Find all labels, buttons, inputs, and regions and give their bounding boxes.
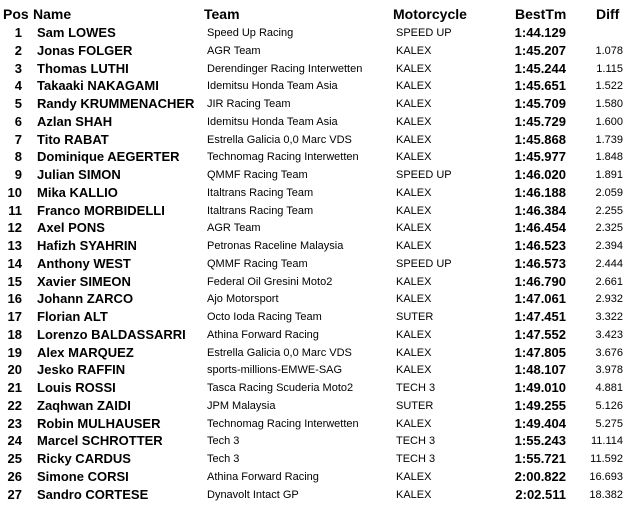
best-time: 1:49.010 — [514, 380, 566, 395]
header-besttime: BestTm — [515, 6, 567, 22]
team-name: Dynavolt Intact GP — [207, 488, 299, 501]
position: 19 — [7, 344, 22, 360]
position: 25 — [7, 451, 22, 466]
time-diff: 3.423 — [595, 328, 623, 341]
motorcycle: SUTER — [396, 311, 434, 323]
position: 16 — [7, 291, 22, 307]
rider-name: Louis ROSSI — [37, 380, 116, 395]
table-row — [0, 397, 630, 415]
rider-name: Sandro CORTESE — [37, 486, 149, 502]
rider-name: Anthony WEST — [37, 255, 131, 271]
team-name: Petronas Raceline Malaysia — [207, 240, 344, 252]
team-name: QMMF Racing Team — [207, 169, 308, 181]
best-time: 1:45.244 — [514, 60, 566, 76]
best-time: 2:00.822 — [514, 468, 566, 484]
table-row — [0, 468, 630, 486]
best-time: 1:49.404 — [514, 415, 566, 431]
position: 11 — [8, 202, 22, 218]
time-diff: 11.592 — [590, 453, 623, 465]
motorcycle: KALEX — [396, 80, 432, 93]
motorcycle: KALEX — [396, 470, 432, 483]
best-time: 1:45.709 — [514, 96, 566, 111]
position: 1 — [14, 25, 22, 40]
position: 8 — [14, 149, 22, 165]
rider-name: Julian SIMON — [37, 167, 121, 182]
position: 26 — [7, 468, 22, 484]
position: 21 — [7, 380, 22, 395]
position: 10 — [7, 184, 22, 200]
position: 18 — [7, 326, 22, 342]
motorcycle: SPEED UP — [396, 257, 452, 270]
best-time: 1:45.729 — [514, 113, 566, 129]
team-name: AGR Team — [207, 222, 261, 235]
team-name: Speed Up Racing — [207, 27, 294, 39]
results-header — [0, 6, 630, 24]
time-diff: 2.932 — [595, 293, 623, 306]
motorcycle: SPEED UP — [396, 169, 452, 181]
time-diff: 1.739 — [595, 133, 623, 146]
table-row — [0, 450, 630, 468]
best-time: 1:47.805 — [514, 344, 566, 360]
team-name: Federal Oil Gresini Moto2 — [207, 275, 333, 288]
rider-name: Thomas LUTHI — [37, 60, 129, 76]
motorcycle: KALEX — [396, 417, 432, 430]
best-time: 1:49.255 — [514, 397, 566, 413]
best-time: 1:48.107 — [514, 362, 566, 378]
rider-name: Franco MORBIDELLI — [37, 202, 165, 218]
time-diff: 2.661 — [595, 275, 623, 288]
table-row — [0, 184, 630, 202]
table-row — [0, 290, 630, 308]
rider-name: Dominique AEGERTER — [37, 149, 180, 165]
motorcycle: KALEX — [396, 44, 432, 57]
motorcycle: TECH 3 — [396, 435, 436, 448]
motorcycle: KALEX — [396, 293, 432, 306]
best-time: 1:46.790 — [514, 273, 566, 289]
position: 9 — [14, 167, 22, 182]
position: 7 — [14, 131, 22, 147]
time-diff: 1.115 — [596, 62, 623, 75]
best-time: 1:55.721 — [514, 451, 566, 466]
rider-name: Hafizh SYAHRIN — [37, 238, 137, 253]
table-row — [0, 113, 630, 131]
rider-name: Simone CORSI — [37, 468, 129, 484]
position: 13 — [7, 238, 22, 253]
table-row — [0, 308, 630, 326]
team-name: Derendinger Racing Interwetten — [207, 62, 363, 75]
header-pos: Pos — [3, 6, 29, 22]
position: 6 — [14, 113, 22, 129]
time-diff: 5.275 — [595, 417, 623, 430]
motorcycle: TECH 3 — [396, 453, 436, 465]
best-time: 1:46.523 — [514, 238, 566, 253]
rider-name: Marcel SCHROTTER — [37, 433, 163, 449]
motorcycle: KALEX — [396, 346, 432, 359]
time-diff: 1.600 — [595, 115, 623, 128]
table-row — [0, 131, 630, 149]
header-diff: Diff — [596, 6, 620, 22]
team-name: Athina Forward Racing — [207, 470, 319, 483]
table-row — [0, 219, 630, 237]
team-name: Estrella Galicia 0,0 Marc VDS — [207, 346, 352, 359]
motorcycle: KALEX — [396, 240, 432, 252]
time-diff: 2.325 — [595, 222, 623, 235]
rider-name: Zaqhwan ZAIDI — [37, 397, 131, 413]
team-name: Italtrans Racing Team — [207, 186, 314, 199]
time-diff: 2.444 — [595, 257, 623, 270]
header-team: Team — [204, 6, 240, 22]
team-name: sports-millions-EMWE-SAG — [207, 364, 343, 377]
header-name: Name — [33, 6, 72, 22]
time-diff: 2.394 — [595, 240, 623, 252]
team-name: Technomag Racing Interwetten — [207, 151, 359, 164]
time-diff: 18.382 — [589, 488, 623, 501]
table-row — [0, 326, 630, 344]
table-row — [0, 42, 630, 60]
rider-name: Sam LOWES — [37, 25, 116, 40]
motorcycle: KALEX — [396, 186, 432, 199]
rider-name: Mika KALLIO — [37, 184, 118, 200]
team-name: Tech 3 — [207, 453, 240, 465]
team-name: Tasca Racing Scuderia Moto2 — [207, 382, 354, 394]
table-row — [0, 486, 630, 504]
motorcycle: KALEX — [396, 275, 432, 288]
table-row — [0, 415, 630, 433]
rider-name: Azlan SHAH — [37, 113, 113, 129]
motorcycle: KALEX — [396, 133, 432, 146]
motorcycle: KALEX — [396, 62, 432, 75]
table-row — [0, 166, 630, 184]
table-row — [0, 344, 630, 362]
team-name: Technomag Racing Interwetten — [207, 417, 359, 430]
team-name: Athina Forward Racing — [207, 328, 319, 341]
results-table — [0, 24, 630, 503]
team-name: Tech 3 — [207, 435, 240, 448]
team-name: Estrella Galicia 0,0 Marc VDS — [207, 133, 352, 146]
time-diff: 16.693 — [589, 470, 623, 483]
team-name: Octo Ioda Racing Team — [207, 311, 322, 323]
position: 14 — [7, 255, 22, 271]
position: 27 — [7, 486, 22, 502]
table-row — [0, 432, 630, 450]
rider-name: Robin MULHAUSER — [37, 415, 161, 431]
rider-name: Tito RABAT — [37, 131, 109, 147]
rider-name: Jonas FOLGER — [37, 42, 133, 58]
time-diff: 3.322 — [595, 311, 623, 323]
position: 22 — [7, 397, 22, 413]
time-diff: 3.676 — [595, 346, 623, 359]
table-row — [0, 148, 630, 166]
time-diff: 2.255 — [595, 204, 623, 217]
best-time: 1:47.061 — [514, 291, 566, 307]
time-diff: 3.978 — [595, 364, 623, 377]
motorcycle: KALEX — [396, 328, 432, 341]
best-time: 1:46.384 — [514, 202, 566, 218]
time-diff: 1.848 — [595, 151, 623, 164]
time-diff: 5.126 — [595, 399, 623, 412]
motorcycle: KALEX — [396, 222, 432, 235]
motorcycle: SUTER — [396, 399, 434, 412]
motorcycle: KALEX — [396, 488, 432, 501]
table-row — [0, 273, 630, 291]
time-diff: 1.580 — [595, 98, 623, 110]
position: 20 — [7, 362, 22, 378]
team-name: JIR Racing Team — [207, 98, 291, 110]
best-time: 1:55.243 — [514, 433, 566, 449]
best-time: 1:47.552 — [514, 326, 566, 342]
time-diff: 1.078 — [595, 44, 623, 57]
team-name: AGR Team — [207, 44, 261, 57]
position: 24 — [7, 433, 22, 449]
team-name: Ajo Motorsport — [207, 293, 279, 306]
position: 3 — [14, 60, 22, 76]
best-time: 1:46.573 — [514, 255, 566, 271]
team-name: Idemitsu Honda Team Asia — [207, 115, 338, 128]
time-diff: 4.881 — [595, 382, 623, 394]
motorcycle: SPEED UP — [396, 27, 452, 39]
rider-name: Johann ZARCO — [37, 291, 134, 307]
team-name: Idemitsu Honda Team Asia — [207, 80, 338, 93]
best-time: 1:47.451 — [514, 309, 566, 324]
table-row — [0, 379, 630, 397]
best-time: 1:46.454 — [514, 220, 566, 236]
rider-name: Randy KRUMMENACHER — [37, 96, 195, 111]
rider-name: Jesko RAFFIN — [37, 362, 126, 378]
best-time: 1:46.020 — [514, 167, 566, 182]
best-time: 1:45.868 — [514, 131, 566, 147]
position: 23 — [7, 415, 22, 431]
table-row — [0, 24, 630, 42]
best-time: 1:45.651 — [514, 78, 566, 94]
position: 2 — [14, 42, 22, 58]
team-name: Italtrans Racing Team — [207, 204, 314, 217]
table-row — [0, 361, 630, 379]
motorcycle: KALEX — [396, 204, 432, 217]
table-row — [0, 237, 630, 255]
team-name: JPM Malaysia — [207, 399, 276, 412]
position: 15 — [7, 273, 22, 289]
table-row — [0, 60, 630, 78]
motorcycle: KALEX — [396, 364, 432, 377]
team-name: QMMF Racing Team — [207, 257, 308, 270]
header-motorcycle: Motorcycle — [393, 6, 467, 22]
table-row — [0, 255, 630, 273]
position: 17 — [7, 309, 22, 324]
motorcycle: KALEX — [396, 115, 432, 128]
table-row — [0, 77, 630, 95]
best-time: 1:44.129 — [514, 25, 566, 40]
rider-name: Takaaki NAKAGAMI — [37, 78, 159, 94]
best-time: 1:45.977 — [514, 149, 566, 165]
rider-name: Axel PONS — [37, 220, 105, 236]
best-time: 2:02.511 — [515, 486, 566, 502]
time-diff: 11.114 — [590, 435, 623, 448]
best-time: 1:46.188 — [514, 184, 566, 200]
rider-name: Ricky CARDUS — [37, 451, 131, 466]
position: 4 — [14, 78, 22, 94]
rider-name: Alex MARQUEZ — [37, 344, 134, 360]
motorcycle: TECH 3 — [396, 382, 436, 394]
best-time: 1:45.207 — [514, 42, 566, 58]
motorcycle: KALEX — [396, 98, 432, 110]
motorcycle: KALEX — [396, 151, 432, 164]
rider-name: Lorenzo BALDASSARRI — [37, 326, 186, 342]
rider-name: Florian ALT — [37, 309, 108, 324]
time-diff: 1.891 — [595, 169, 623, 181]
time-diff: 2.059 — [595, 186, 623, 199]
time-diff: 1.522 — [595, 80, 623, 93]
table-row — [0, 95, 630, 113]
position: 5 — [14, 96, 22, 111]
rider-name: Xavier SIMEON — [37, 273, 131, 289]
position: 12 — [7, 220, 22, 236]
table-row — [0, 202, 630, 220]
